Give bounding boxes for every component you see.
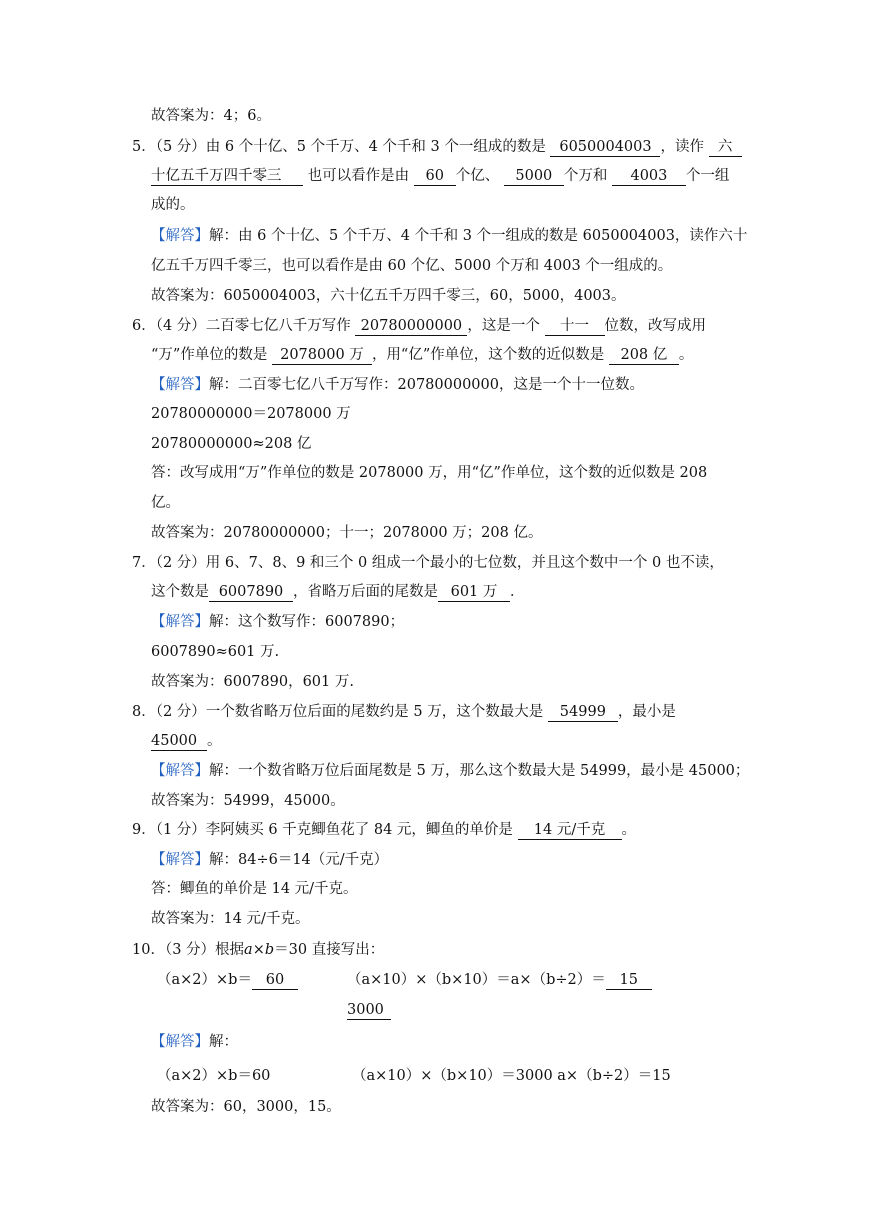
q10-answer: 故答案为：60，3000，15。	[151, 1099, 341, 1115]
question-9-line-1: 9．（1 分）李阿姨买 6 千克鲫鱼花了 84 元，鲫鱼的单价是 14 元/千克 。	[132, 822, 637, 838]
q7-solution-line-1: 【解答】解：这个数写作：6007890；	[151, 614, 405, 630]
q10-blank-1: 60	[252, 971, 298, 990]
q7-solution-line-2: 6007890≈601 万.	[151, 644, 280, 660]
prev-answer: 故答案为：4；6。	[151, 108, 271, 124]
q5-text: 个亿、	[455, 168, 500, 184]
solution-tag: 解答	[165, 228, 195, 244]
q6-solution-line-3: 20780000000≈208 亿	[151, 436, 312, 452]
solution-tag: 解答	[165, 763, 195, 779]
q6-solution-line-1: 【解答】解：二百零七亿八千万写作：20780000000，这是一个十一位数。	[151, 377, 644, 393]
q6-blank-digits: 十一	[545, 317, 605, 336]
q6-blank-written: 20780000000	[355, 317, 467, 336]
question-6-line-1: 6．（4 分）二百零七亿八千万写作 20780000000 ，这是一个 十一 位数，改写成用	[132, 318, 707, 334]
solution-tag: 解答	[165, 614, 195, 630]
q5-blank-yi-unit: 4003	[612, 167, 686, 186]
q5-blank-number: 6050004003	[550, 138, 660, 157]
question-5-line-2	[151, 166, 729, 186]
q10-solution-line-2b: （a×10）×（b×10）＝3000 a×（b÷2）＝15	[352, 1068, 671, 1084]
q9-solution-line-2: 答：鲫鱼的单价是 14 元/千克。	[151, 881, 358, 897]
q6-solution-line-4: 答：改写成用“万”作单位的数是 2078000 万，用“亿”作单位，这个数的近似数是 208	[151, 465, 708, 481]
q8-blank-max: 54999	[548, 703, 618, 722]
question-5-line-1	[132, 137, 742, 157]
q5-text: 个万和	[563, 168, 608, 184]
question-7-line-2: 这个数是 6007890 ，省略万后面的尾数是 601 万 ．	[151, 584, 525, 600]
question-8-line-2: 45000 。	[151, 733, 222, 749]
q6-blank-yi: 208 亿	[609, 346, 679, 365]
solution-tag: 解答	[165, 852, 195, 868]
q9-answer: 故答案为：14 元/千克。	[151, 911, 310, 927]
q5-text: 5．（5 分）由 6 个十亿、5 个千万、4 个千和 3 个一组成的数是	[132, 139, 546, 155]
q6-solution-line-5: 亿。	[151, 495, 180, 511]
q5-text: ，读作	[660, 139, 704, 155]
solution-tag: 解答	[165, 1034, 195, 1050]
q9-blank-unit-price: 14 元/千克	[518, 821, 622, 840]
question-8-line-1: 8．（2 分）一个数省略万位后面的尾数约是 5 万，这个数最大是 54999 ，最小是	[132, 704, 676, 720]
q8-blank-min: 45000	[151, 732, 207, 751]
q5-blank-wan: 5000	[504, 167, 564, 186]
q10-blank-3: 15	[606, 971, 652, 990]
q5-text: 也可以看作是由	[307, 168, 410, 184]
q7-answer: 故答案为：6007890，601 万.	[151, 674, 354, 690]
q6-blank-wan: 2078000 万	[272, 346, 372, 365]
q9-solution-line-1: 【解答】解：84÷6＝14（元/千克）	[151, 852, 389, 868]
q5-blank-yi: 60	[414, 167, 456, 186]
q5-solution-line-1: 【解答】解：由 6 个十亿、5 个千万、4 个千和 3 个一组成的数是 6050004003，读作六十	[151, 228, 748, 244]
q10-blank-2: 3000	[347, 1001, 391, 1020]
question-7-line-1: 7．（2 分）用 6、7、8、9 和三个 0 组成一个最小的七位数，并且这个数中一个 0 也不读，	[132, 555, 724, 571]
q10-blank-2-line	[347, 1000, 391, 1020]
q5-blank-reading-cont: 十亿五千万四千零三	[151, 167, 303, 186]
q7-blank-number: 6007890	[209, 583, 293, 602]
q6-answer: 故答案为：20780000000；十一；2078000 万；208 亿。	[151, 525, 543, 541]
q5-solution-line-2: 亿五千万四千零三，也可以看作是由 60 个亿、5000 个万和 4003 个一组成的。	[151, 258, 673, 274]
q10-solution-line-2a: （a×2）×b＝60	[157, 1068, 271, 1084]
q5-blank-reading: 六	[709, 138, 742, 157]
q8-answer: 故答案为：54999，45000。	[151, 793, 345, 809]
question-10-line-1: 10．（3 分）根据a×b＝30 直接写出：	[132, 942, 385, 958]
question-6-line-2: “万”作单位的数是 2078000 万 ，用“亿”作单位，这个数的近似数是 208 亿 。	[151, 347, 694, 363]
q5-text: 个一组	[685, 168, 730, 184]
q7-blank-approx: 601 万	[438, 583, 510, 602]
question-5-line-3: 成的。	[151, 197, 195, 213]
q10-solution-line-1: 【解答】解：	[151, 1034, 238, 1050]
solution-tag: 解答	[165, 377, 195, 393]
q10-expression-1: （a×2）×b＝ 60	[157, 970, 298, 990]
q5-answer: 故答案为：6050004003，六十亿五千万四千零三，60，5000，4003。	[151, 288, 626, 304]
q6-solution-line-2: 20780000000＝2078000 万	[151, 406, 351, 422]
q8-solution-line-1: 【解答】解：一个数省略万位后面尾数是 5 万，那么这个数最大是 54999，最小是 45000；	[151, 763, 750, 779]
q10-expression-2-3: （a×10）×（b×10）＝a×（b÷2）＝ 15	[347, 970, 652, 990]
